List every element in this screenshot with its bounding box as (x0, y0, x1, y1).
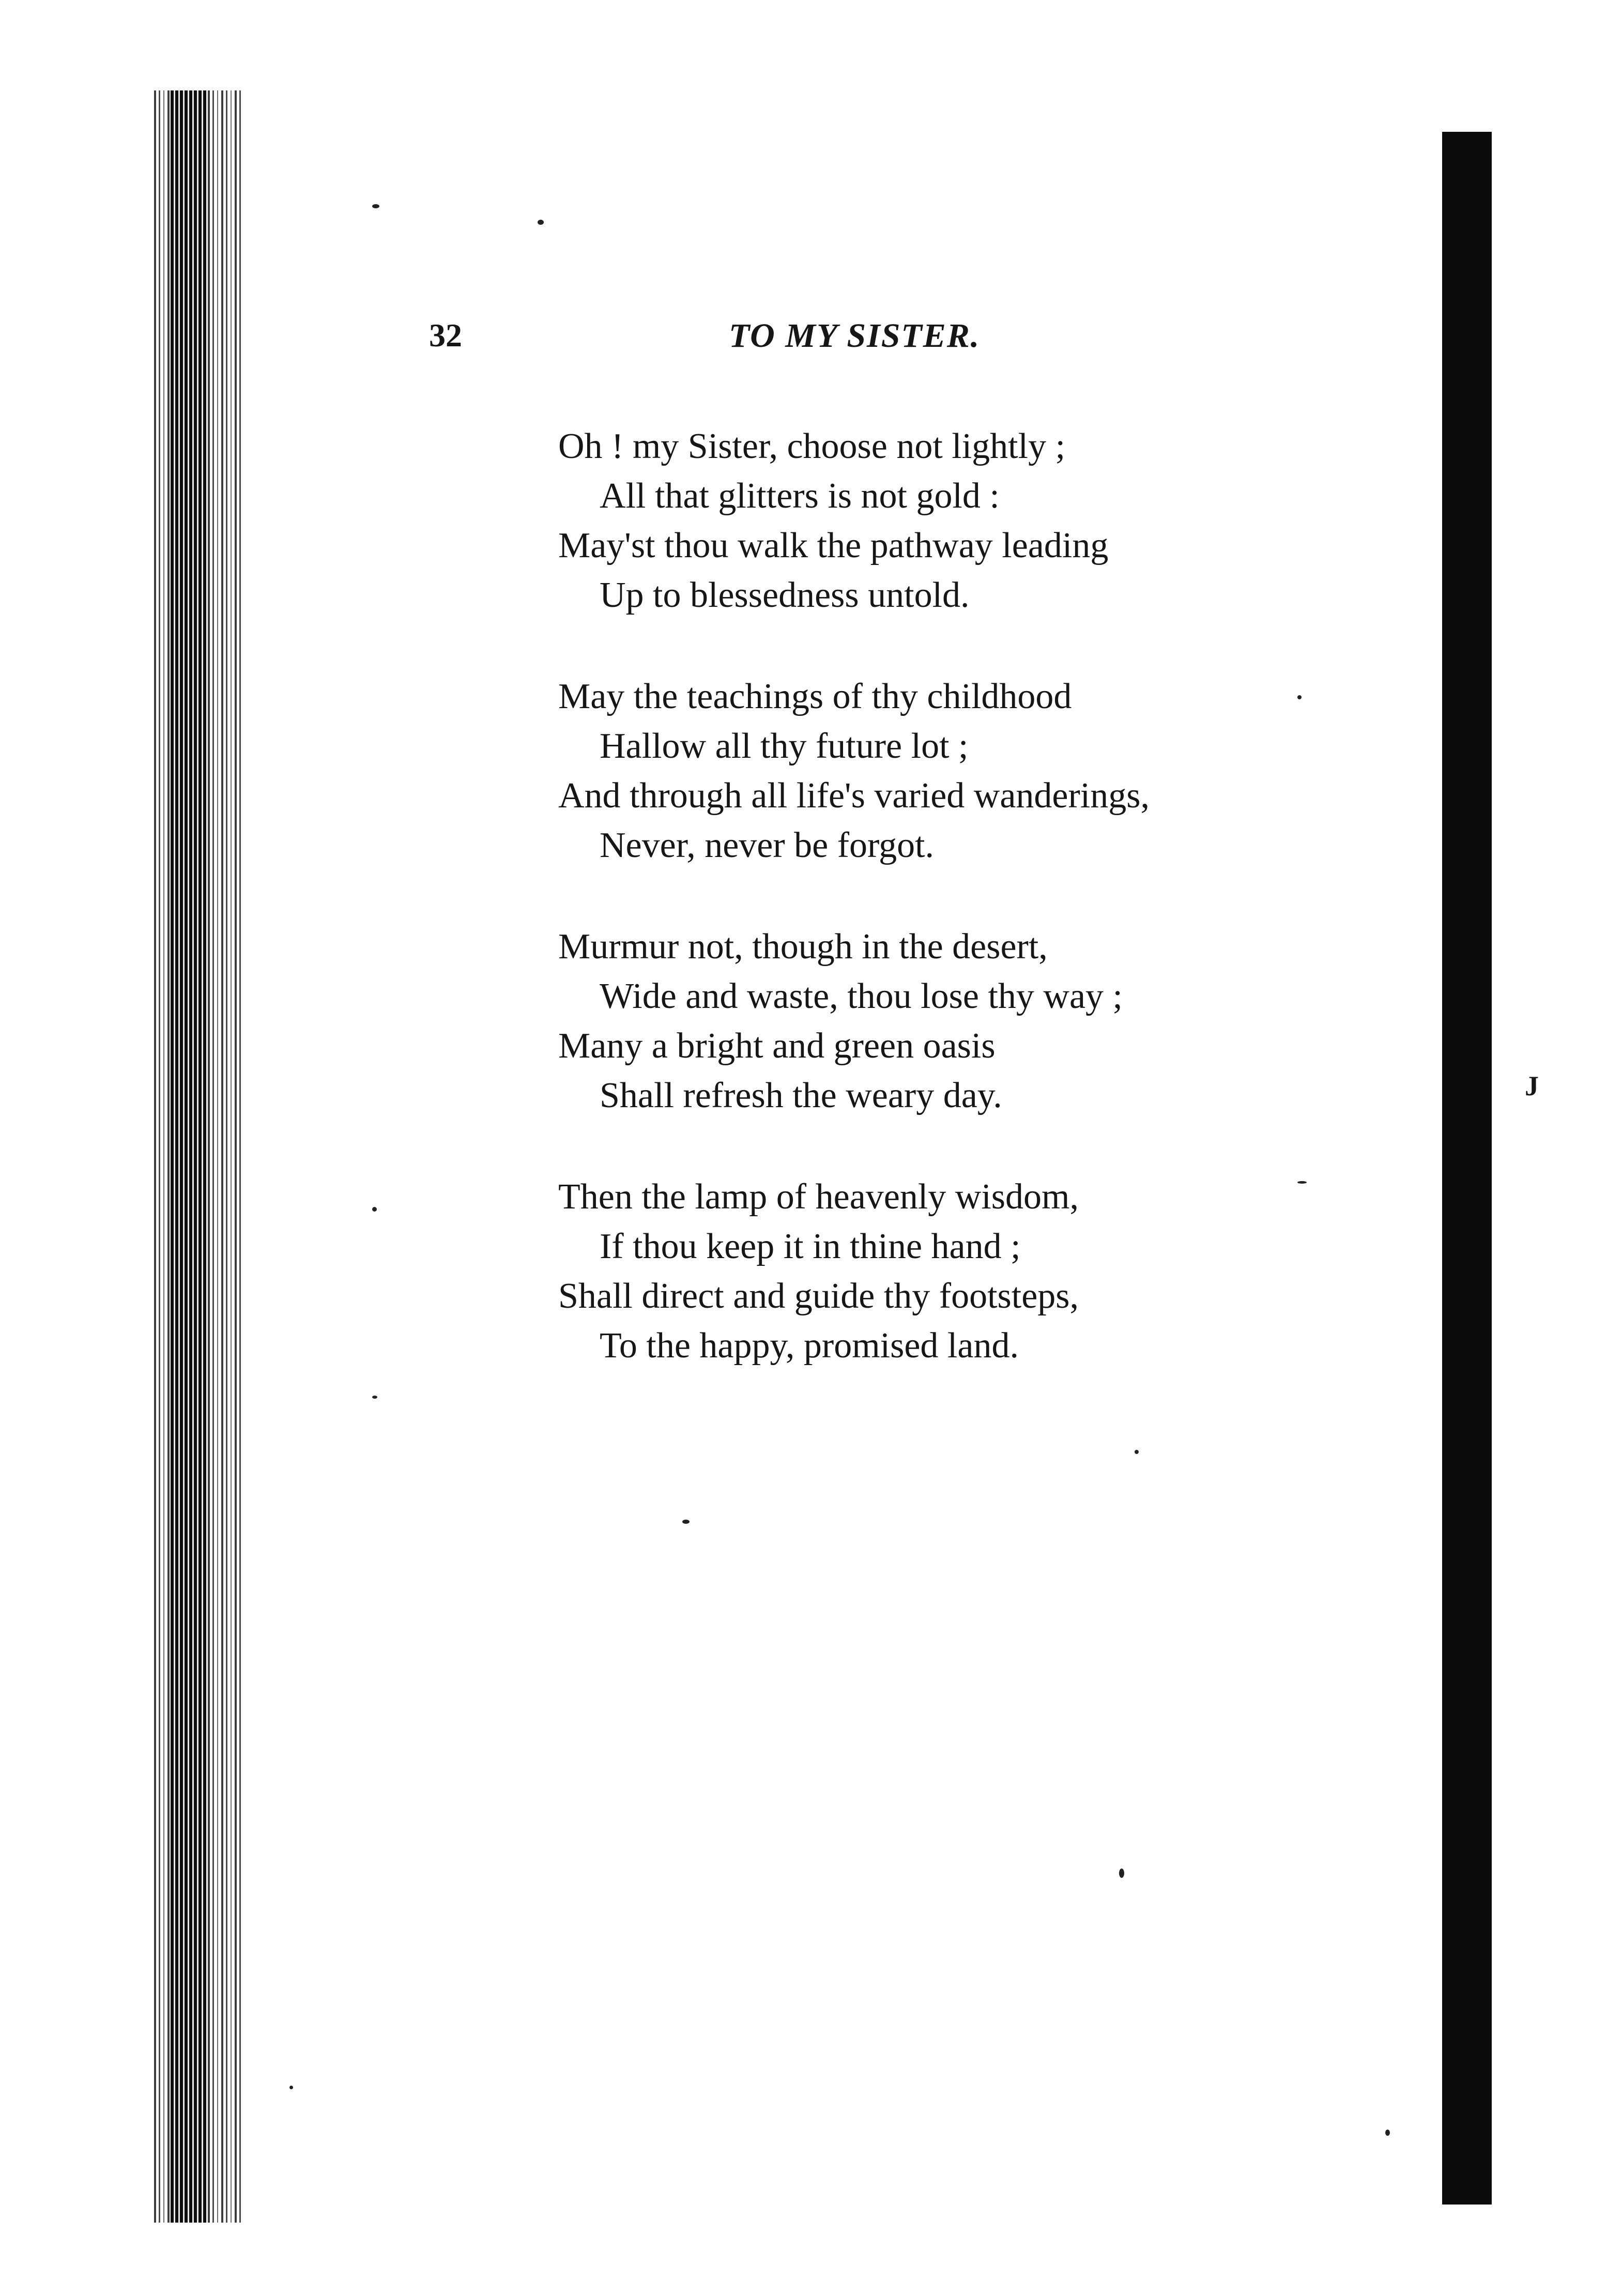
poem-line: Wide and waste, thou lose thy way ; (600, 976, 1123, 1016)
running-title: TO MY SISTER. (729, 317, 981, 355)
poem-line: Then the lamp of heavenly wisdom, (558, 1177, 1079, 1217)
poem-line: Hallow all thy future lot ; (600, 726, 969, 766)
poem-line: To the happy, promised land. (600, 1326, 1019, 1366)
poem-line: Shall refresh the weary day. (600, 1076, 1002, 1115)
poem-line: Shall direct and guide thy footsteps, (558, 1276, 1079, 1316)
poem-line: All that glitters is not gold : (600, 476, 1000, 516)
scan-speck (372, 1396, 377, 1399)
scan-speck (682, 1520, 690, 1524)
poem-line: Murmur not, though in the desert, (558, 927, 1048, 967)
scan-speck (372, 204, 379, 208)
poem-line: May the teachings of thy childhood (558, 677, 1072, 716)
poem-line: And through all life's varied wanderings, (558, 776, 1150, 816)
page-number: 32 (429, 317, 462, 354)
poem-line: May'st thou walk the pathway leading (558, 526, 1109, 565)
binding-edge-right (1442, 132, 1492, 2205)
margin-mark: J (1525, 1070, 1539, 1101)
poem-line: Up to blessedness untold. (600, 575, 970, 615)
scan-speck (538, 220, 544, 225)
stanza-3 (558, 922, 1303, 1121)
binding-edge-left-core (171, 90, 207, 2223)
poem (558, 422, 1303, 1422)
poem-line: Many a bright and green oasis (558, 1026, 996, 1066)
scan-speck (1135, 1450, 1139, 1454)
poem-line: Never, never be forgot. (600, 825, 935, 865)
scan-speck (1297, 695, 1302, 699)
scan-speck (289, 2086, 293, 2089)
stanza-1 (558, 422, 1303, 620)
page-header (429, 316, 1142, 363)
scan-speck (372, 1207, 377, 1212)
stanza-4 (558, 1172, 1303, 1371)
scan-speck (1119, 1869, 1124, 1878)
poem-line: Oh ! my Sister, choose not lightly ; (558, 426, 1066, 466)
scan-speck (1385, 2130, 1390, 2136)
scan-speck (1297, 1181, 1307, 1184)
stanza-2 (558, 672, 1303, 870)
poem-line: If thou keep it in thine hand ; (600, 1227, 1021, 1266)
